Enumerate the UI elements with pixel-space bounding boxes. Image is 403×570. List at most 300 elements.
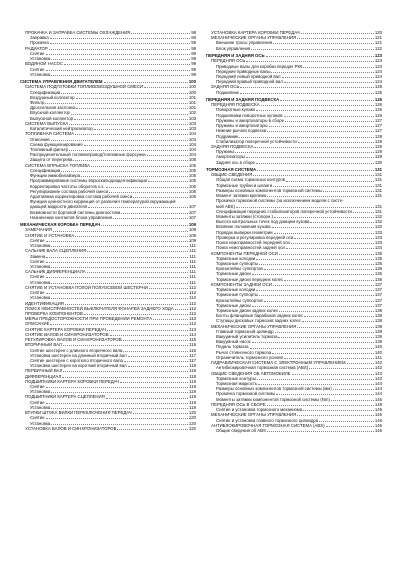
- toc-page-number: 141: [374, 354, 382, 360]
- dot-leader: [331, 400, 374, 401]
- toc-page-number: 133: [374, 229, 382, 235]
- dot-leader: [50, 324, 188, 325]
- dot-leader: [261, 105, 374, 106]
- toc-entry-title: Снятие и установка тормозного механизма: [216, 407, 303, 413]
- toc-page-number: 113: [189, 326, 196, 332]
- dot-leader: [65, 304, 188, 305]
- toc-page-number: 105: [188, 167, 196, 173]
- toc-page-number: 104: [188, 131, 196, 137]
- toc-page-number: 135: [374, 250, 382, 256]
- dot-leader: [147, 155, 188, 156]
- toc-page-number: 101: [188, 105, 196, 111]
- dot-leader: [304, 316, 374, 317]
- toc-entry-title: Приводные валы для коробки передач РК5: [216, 63, 303, 69]
- dot-leader: [252, 274, 374, 275]
- toc-entry-title: ВТОРИЧНЫЙ ВАЛ: [25, 342, 62, 348]
- toc-page-number: 137: [374, 287, 382, 293]
- toc-entry-title: РЕГУЛИРОВКА ВАЛОВ И СИНХРОНИЗАТОРОВ: [25, 337, 122, 343]
- toc-page-number: 131: [374, 193, 382, 199]
- dot-leader: [51, 140, 188, 141]
- toc-page-number: 112: [189, 295, 196, 301]
- toc-page-number: 98: [191, 30, 196, 35]
- dot-leader: [252, 306, 374, 307]
- toc-entry-title: СИСТЕМА УПРАВЛЕНИЯ ДВИГАТЕЛЕМ: [20, 79, 103, 85]
- toc-page-number: 131: [374, 182, 382, 188]
- dot-leader: [110, 335, 189, 336]
- dot-leader: [71, 114, 188, 115]
- toc-page-number: 105: [188, 178, 196, 184]
- dot-leader: [246, 61, 373, 62]
- toc-page-number: 104: [188, 152, 196, 158]
- toc-entry-title: Тормозные контуры: [216, 375, 256, 381]
- toc-entry-title: Прокачка: [30, 40, 49, 46]
- dot-leader: [149, 288, 188, 289]
- toc-page-number: 121: [374, 35, 382, 41]
- toc-entry-title: Влияние положения кузова: [216, 224, 271, 230]
- toc-page-number: 120: [188, 410, 196, 416]
- dot-leader: [253, 175, 374, 176]
- dot-leader: [87, 251, 188, 252]
- dot-leader: [272, 353, 374, 354]
- dot-leader: [259, 295, 374, 296]
- toc-entry-title: СНЯТИЕ КАРТЕРА КОРОБКИ ПЕРЕДАЧ: [25, 326, 106, 332]
- toc-page-number: 111: [189, 243, 196, 249]
- toc-entry-title: Установка шестерен на короткий вторичный вал: [30, 363, 127, 369]
- toc-entry-title: Пружины и амортизаторы: [216, 123, 268, 129]
- dot-leader: [284, 280, 374, 281]
- dot-leader: [273, 43, 374, 44]
- toc-entry-title: ПОДШИПНИКИ КАРТЕРА СЦЕПЛЕНИЯ: [25, 394, 105, 400]
- toc-entry-title: Распределительный топливопровод/топливные форсунки: [30, 152, 146, 158]
- dot-leader: [69, 150, 188, 151]
- toc-page-number: 127: [374, 117, 382, 123]
- dot-leader: [74, 119, 188, 120]
- toc-page-number: 122: [374, 45, 382, 51]
- toc-entry-title: СИСТЕМА ПОДГОТОВКИ ТОПЛИВОВОЗДУШНОЙ СМЕСИ: [25, 84, 143, 90]
- toc-entry-title: ЗАДНЯЯ ПОДВЕСКА: [211, 143, 254, 149]
- toc-entry-title: Выпускной коллектор: [30, 115, 74, 121]
- toc-page-number: 131: [374, 203, 382, 209]
- toc-entry-title: ВТУЛКИ ШТОКА ВИЛКИ ПЕРЕКЛЮЧЕНИЯ ПЕРЕДАЧ: [25, 410, 132, 416]
- toc-entry-title: Тормозные трубки и шланги: [216, 182, 273, 188]
- toc-entry-title: Вакуумный насос: [216, 339, 251, 345]
- dot-leader: [236, 207, 374, 208]
- toc-entry-title: Функция ценностного коррекция от различия температурой окружающей: [30, 199, 176, 205]
- toc-page-number: 116: [189, 347, 196, 353]
- toc-page-number: 100: [188, 89, 196, 95]
- toc-page-number: 123: [374, 53, 382, 59]
- toc-entry-title: Программирование системы впрыска/кодоидентификации: [30, 178, 148, 184]
- toc-entry-title: Установка: [30, 295, 51, 301]
- toc-entry-title: Тормозная жидкость: [216, 381, 258, 386]
- toc-page-number: 137: [374, 297, 382, 303]
- toc-entry-title: Момент затяжки крепежа: [216, 193, 267, 199]
- toc-page-number: 105: [188, 173, 196, 179]
- toc-entry-title: Установка: [30, 243, 51, 249]
- dot-leader: [101, 225, 188, 226]
- dot-leader: [256, 110, 374, 111]
- toc-page-number: 134: [374, 245, 382, 251]
- toc-entry-title: ПЕРЕДНЯЯ И ЗАДНЯЯ ОСЬ: [206, 53, 265, 59]
- toc-entry-title: СИСТЕМА ВПРЫСКА ТОПЛИВА: [25, 162, 90, 168]
- toc-entry-title: Порядок выверки геометрии: [216, 229, 273, 235]
- toc-entry: [20, 215, 196, 220]
- toc-page-number: 131: [374, 172, 382, 178]
- toc-page-number: 112: [189, 300, 196, 306]
- toc-page-number: 132: [374, 224, 382, 230]
- dot-leader: [84, 145, 188, 146]
- dot-leader: [235, 152, 373, 153]
- toc-page-number: 111: [189, 274, 196, 280]
- toc-page-number: 136: [374, 276, 382, 282]
- dot-leader: [46, 403, 189, 404]
- toc-page-number: 135: [374, 260, 382, 266]
- toc-entry-title: СИСТЕМА ВЫПУСКА: [25, 120, 69, 126]
- toc-entry-title: Установка: [30, 404, 51, 410]
- toc-page-number: 140: [374, 349, 382, 355]
- dot-leader: [81, 176, 188, 177]
- dot-leader: [267, 405, 374, 406]
- dot-leader: [279, 311, 374, 312]
- toc-entry-title: ИДЕНТИФИКАЦИЯ: [25, 300, 64, 306]
- toc-page-number: 99: [191, 66, 196, 72]
- toc-page-number: 146: [374, 417, 382, 423]
- toc-entry-title: Внешние тросы управления: [216, 40, 273, 46]
- toc-entry-title: АНТИБЛОКИРОВОЧНАЯ ТОРМОЗНАЯ СИСТЕМА (ABS): [211, 422, 325, 428]
- dot-leader: [286, 181, 374, 182]
- toc-entry-title: Подшипник: [216, 89, 239, 95]
- dot-leader: [240, 93, 374, 94]
- toc-page-number: 135: [374, 255, 382, 261]
- dot-leader: [75, 134, 188, 135]
- toc-page-number: 143: [374, 370, 382, 376]
- toc-entry-title: Ограничитель тормозного усилия: [216, 354, 283, 360]
- dot-leader: [64, 64, 190, 65]
- dot-leader: [257, 170, 374, 171]
- dot-leader: [347, 363, 374, 364]
- toc-page-number: 131: [374, 177, 382, 183]
- toc-page-number: 139: [374, 334, 382, 340]
- dot-leader: [274, 217, 374, 218]
- dot-leader: [73, 160, 187, 161]
- toc-page-number: 99: [191, 61, 196, 67]
- toc-entry-title: МЕРЫ ПРЕДОСТОРОЖНОСТИ ПРИ ПРОВЕДЕНИИ РЕМОНТА: [25, 316, 152, 322]
- dot-leader: [45, 103, 187, 104]
- dot-leader: [51, 283, 188, 284]
- toc-entry-title: Фильтр: [30, 100, 45, 106]
- toc-entry-title: Дроссельная заслонка: [30, 105, 76, 111]
- dot-leader: [278, 337, 373, 338]
- toc-entry-title: Установка: [30, 420, 51, 426]
- toc-page-number: 109: [188, 237, 196, 243]
- dot-leader: [298, 142, 374, 143]
- toc-page-number: 116: [189, 342, 196, 348]
- toc-page-number: 101: [188, 94, 196, 100]
- toc-page-number: 131: [374, 167, 382, 173]
- toc-page-number: 138: [374, 313, 382, 319]
- dot-leader: [94, 129, 188, 130]
- dot-leader: [46, 277, 189, 278]
- dot-leader: [61, 171, 188, 172]
- toc-page-number: 107: [188, 204, 196, 210]
- toc-page-number: 102: [188, 110, 196, 116]
- toc-entry-title: КОМПОНЕНТЫ ЗАДНЕЙ ОСИ: [211, 281, 272, 287]
- toc-page-number: 139: [374, 339, 382, 345]
- toc-page-number: 118: [189, 363, 196, 369]
- toc-entry-title: ПРОВЕРКА КОМПОНЕНТОВ: [25, 310, 83, 316]
- toc-page-number: 132: [374, 219, 382, 225]
- dot-leader: [279, 254, 374, 255]
- toc-entry-title: ТОРМОЗНАЯ СИСТЕМА: [206, 167, 257, 173]
- dot-leader: [76, 98, 188, 99]
- toc-page-number: 99: [191, 56, 196, 62]
- toc-page-number: 144: [374, 386, 382, 392]
- dot-leader: [46, 262, 189, 263]
- dot-leader: [266, 56, 374, 57]
- toc-entry-title: СНЯТИЕ ВАЛОВ И СИНХРОНИЗАТОРОВ: [25, 331, 109, 337]
- toc-page-number: 112: [189, 305, 196, 311]
- toc-page-number: 125: [374, 84, 382, 90]
- toc-page-number: 126: [374, 112, 382, 118]
- dot-leader: [49, 49, 190, 50]
- dot-leader: [264, 269, 374, 270]
- dot-leader: [106, 398, 188, 399]
- dot-leader: [133, 413, 188, 414]
- toc-page-number: 123: [374, 58, 382, 64]
- toc-chapter-entry: [20, 426, 196, 431]
- toc-page-number: 118: [189, 368, 196, 374]
- toc-entry-title: Поворотные кулаки: [216, 107, 255, 113]
- toc-page-number: 111: [189, 253, 196, 259]
- dot-leader: [75, 236, 188, 237]
- dot-leader: [121, 213, 188, 214]
- dot-leader: [61, 93, 188, 94]
- dot-leader: [51, 267, 188, 268]
- toc-entry-title: Замена: [30, 253, 46, 259]
- toc-entry-title: Спецификации: [30, 167, 61, 173]
- dot-leader: [272, 227, 374, 228]
- toc-page-number: 106: [188, 188, 196, 194]
- toc-page-number: 144: [374, 391, 382, 397]
- dot-leader: [46, 418, 188, 419]
- toc-entry-title: Снятие: [30, 274, 45, 280]
- toc-entry-title: ПРОКАЧКА И ЗАПРАВКА СИСТЕМЫ ОХЛАЖДЕНИЯ: [25, 30, 131, 35]
- dot-leader: [353, 212, 374, 213]
- toc-entry-title: Размеры основных компонентов тормозной системы: [216, 187, 322, 193]
- toc-entry-title: Высота контрольных точек под днищем кузова: [216, 219, 310, 225]
- toc-entry-title: ОБЩИЕ СВЕДЕНИЯ: [211, 172, 253, 178]
- toc-entry-title: ПЕРЕДНЯЯ ПОДВЕСКА: [211, 102, 260, 108]
- toc-page-number: 111: [189, 258, 196, 264]
- toc-entry-title: ЗАДНЯЯ ОСЬ: [211, 84, 240, 90]
- dot-leader: [323, 191, 374, 192]
- toc-right-column: [206, 30, 382, 433]
- dot-leader: [50, 38, 190, 39]
- toc-entry-title: Тормозные суппорты: [216, 260, 259, 266]
- dot-leader: [285, 121, 374, 122]
- toc-page-number: 100: [188, 84, 196, 90]
- dot-leader: [123, 340, 189, 341]
- toc-entry-title: Возможности бортовой системы диагностики: [30, 209, 121, 215]
- toc-entry-title: СНЯТИЕ И УСТАНОВКА: [25, 232, 75, 238]
- toc-page-number: 109: [188, 227, 196, 233]
- toc-entry-title: ТОПЛИВНАЯ СИСТЕМА: [25, 131, 74, 137]
- toc-entry-title: Рычаг стояночного тормоза: [216, 349, 272, 355]
- dot-leader: [291, 243, 374, 244]
- toc-page-number: 143: [374, 375, 382, 381]
- toc-page-number: 119: [189, 378, 196, 384]
- toc-entry-title: Схема функционирования: [30, 141, 83, 147]
- toc-page-number: 140: [374, 344, 382, 350]
- toc-entry-title: Каталитический нейтрализатор: [30, 126, 93, 132]
- toc-page-number: 133: [374, 240, 382, 246]
- dot-leader: [107, 330, 188, 331]
- dot-leader: [51, 246, 188, 247]
- toc-page-number: 130: [374, 159, 382, 165]
- toc-page-number: 117: [189, 352, 196, 358]
- toc-entry-title: ПОИСК НЕИСПРАВНОСТЕЙ ВЫКЛЮЧАТЕЛЯ ФОНАРЕЙ ЗАДНЕГО ХОДА: [25, 305, 174, 311]
- toc-page-number: 115: [189, 337, 196, 343]
- toc-page-number: 136: [374, 271, 382, 277]
- dot-leader: [271, 72, 373, 73]
- toc-page-number: 145: [374, 401, 382, 407]
- dot-leader: [91, 166, 188, 167]
- toc-entry-title: Нижние рычаги подвески: [216, 128, 267, 134]
- dot-leader: [62, 377, 188, 378]
- toc-entry-title: Амортизаторы: [216, 154, 245, 160]
- toc-page-number: 129: [374, 143, 382, 149]
- toc-entry-title: Функции иммобилайзера: [30, 173, 81, 179]
- toc-page-number: 112: [189, 310, 196, 316]
- toc-entry-title: Подшипники поворотных кулаков: [216, 112, 283, 118]
- toc-page-number: 109: [188, 232, 196, 238]
- toc-entry-title: Кронштейны суппортов: [216, 266, 263, 272]
- toc-entry-title: Моменты затяжки компонентов тормозной системы (Nm): [216, 396, 330, 402]
- toc-page-number: 112: [189, 290, 196, 296]
- toc-entry: [206, 90, 382, 95]
- toc-entry-title: Снятие: [30, 258, 45, 264]
- toc-entry-title: Ступицы дисковых тормозов задних колес: [216, 318, 301, 324]
- toc-page-number: 105: [188, 157, 196, 163]
- dot-leader: [53, 231, 188, 232]
- toc-page-number: 131: [374, 187, 382, 193]
- toc-page-number: 119: [189, 384, 196, 390]
- dot-leader: [254, 147, 373, 148]
- toc-entry-title: САЛЬНИК ВАЛА СЦЕПЛЕНИЯ: [25, 248, 87, 254]
- dot-leader: [297, 415, 374, 416]
- dot-leader: [144, 87, 188, 88]
- toc-entry-title: МЕХАНИЧЕСКИЕ ОРГАНЫ УПРАВЛЕНИЯ: [211, 323, 297, 329]
- dot-leader: [51, 298, 188, 299]
- toc-page-number: 111: [189, 264, 196, 269]
- dot-leader: [303, 67, 373, 68]
- toc-page-number: 120: [188, 415, 196, 421]
- dot-leader: [309, 368, 374, 369]
- toc-entry-title: Вакуумный усилитель тормоза: [216, 334, 278, 340]
- toc-entry-title: Тормозные колодки: [216, 255, 256, 261]
- toc-entry-title: Передний левый приводной вал: [216, 73, 281, 79]
- dot-leader: [258, 384, 374, 385]
- toc-page-number: 139: [374, 323, 382, 329]
- toc-page-number: 99: [191, 71, 196, 77]
- toc-page-number: 111: [189, 269, 196, 275]
- dot-leader: [273, 285, 374, 286]
- dot-leader: [120, 382, 188, 383]
- toc-page-number: 146: [374, 412, 382, 418]
- toc-entry-title: Назначение контактов блока управления: [30, 214, 112, 220]
- toc-page-number: 104: [188, 147, 196, 152]
- toc-page-number: 137: [374, 292, 382, 298]
- toc-page-number: 103: [188, 115, 196, 121]
- toc-page-number: 126: [374, 97, 382, 102]
- toc-page-number: 146: [374, 422, 382, 428]
- toc-entry-title: Передние приводные валы: [216, 68, 271, 74]
- dot-leader: [124, 361, 188, 362]
- toc-page-number: 137: [374, 302, 382, 308]
- dot-leader: [46, 241, 188, 242]
- toc-entry-title: Задняя ось в сборе: [216, 159, 255, 165]
- dot-leader: [46, 257, 188, 258]
- dot-leader: [326, 426, 374, 427]
- dot-leader: [117, 429, 187, 430]
- dot-leader: [267, 431, 374, 432]
- dot-leader: [310, 222, 373, 223]
- toc-page-number: 117: [189, 357, 196, 363]
- dot-leader: [88, 207, 187, 208]
- toc-entry-title: Спецификации: [30, 89, 61, 95]
- toc-entry-title: ОПИСАНИЕ: [25, 321, 50, 327]
- toc-page-number: 123: [374, 63, 382, 69]
- toc-page-number: 106: [188, 193, 196, 199]
- toc-entry: [206, 160, 382, 165]
- toc-entry-title: Прокачка тормозной системы: [216, 391, 276, 397]
- toc-page-number: 126: [374, 107, 382, 113]
- toc-entry-title: Снятие: [30, 237, 45, 243]
- dot-leader: [250, 348, 374, 349]
- toc-entry-title: дающей жидкости двигателя: [30, 204, 88, 210]
- dot-leader: [264, 301, 374, 302]
- toc-page-number: 119: [189, 404, 196, 410]
- toc-page-number: 144: [374, 381, 382, 386]
- toc-entry-title: Спецификация передних стабилизаторов поперечной устойчивости: [216, 208, 352, 214]
- toc-entry-title: Снятие шестерен с длинного вторичного вала: [30, 347, 123, 353]
- toc-entry-title: Установка: [30, 71, 51, 77]
- dot-leader: [106, 187, 188, 188]
- toc-entry: [20, 72, 196, 77]
- toc-page-number: 105: [188, 183, 196, 189]
- dot-leader: [333, 389, 374, 390]
- toc-page-number: 113: [189, 316, 196, 322]
- dot-leader: [286, 248, 374, 249]
- toc-page-number: 98: [191, 40, 196, 46]
- toc-page-number: 98: [191, 35, 196, 41]
- toc-entry-title: ПЕРЕДНЯЯ И ЗАДНЯЯ ПОДВЕСКА: [206, 97, 280, 102]
- toc-entry-title: Педаль тормоза: [216, 344, 249, 350]
- toc-page-number: 124: [374, 73, 382, 79]
- dot-leader: [123, 351, 188, 352]
- dot-leader: [275, 332, 374, 333]
- toc-page-number: 121: [374, 40, 382, 46]
- dot-leader: [239, 137, 374, 138]
- dot-leader: [50, 43, 190, 44]
- toc-entry-title: СНЯТИЕ И УСТАНОВКА ПОЛОЙ ПОЛУОСЕВОЙ ШЕСТЕРНИ: [25, 284, 148, 290]
- toc-page-number: 111: [189, 248, 196, 254]
- toc-entry-title: Тормозные диски передних колес: [216, 276, 284, 282]
- toc-page-number: 132: [374, 214, 382, 219]
- dot-leader: [128, 366, 188, 367]
- toc-page-number: 104: [188, 141, 196, 147]
- toc-entry-title: Размеры основных компонентов тормозной системы (мм): [216, 386, 332, 392]
